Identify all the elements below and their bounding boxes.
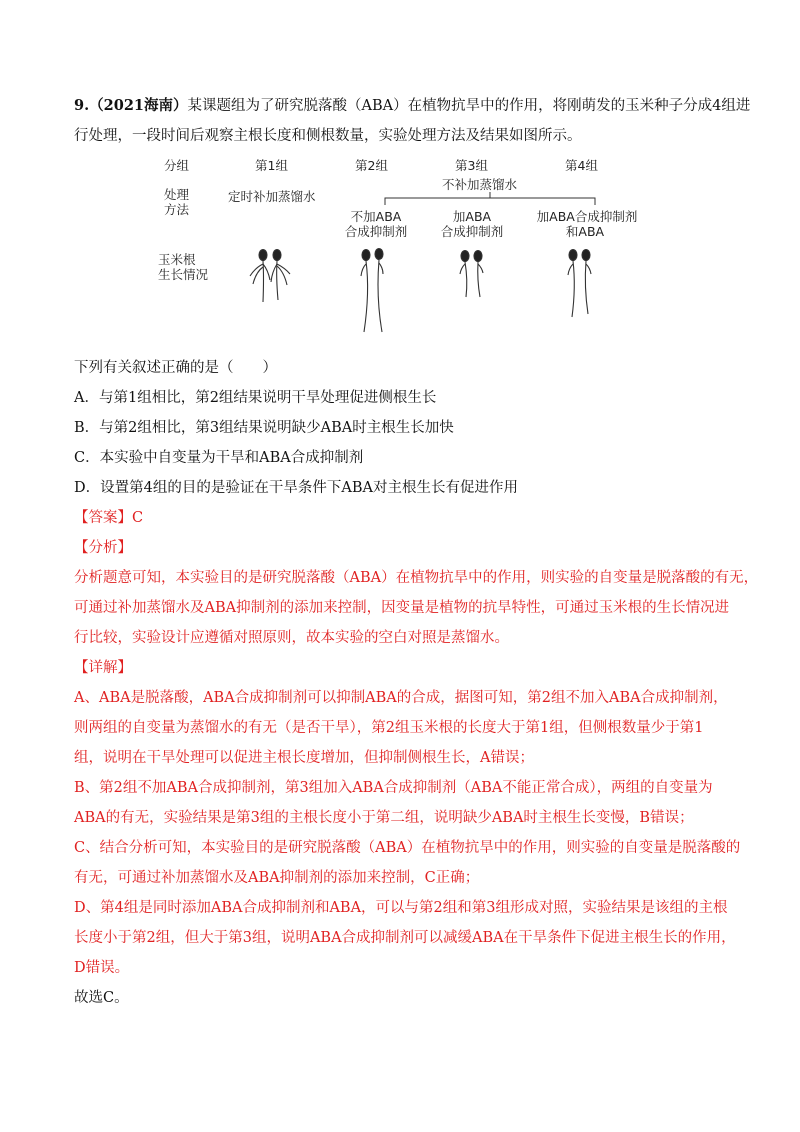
group4-treatment-1: 加ABA合成抑制剂 [536, 209, 638, 224]
question-prompt: 下列有关叙述正确的是（ ） [74, 360, 277, 376]
row-label-treatment-2: 方法 [164, 202, 190, 217]
analysis-line-2: 可通过补加蒸馏水及ABA抑制剂的添加来控制，因变量是植物的抗旱特性，可通过玉米根的生长情况进 [74, 600, 730, 616]
figure-drawing [150, 152, 670, 337]
question-number: 9. [74, 97, 90, 114]
analysis-label: 【分析】 [74, 540, 132, 556]
group4-roots [568, 250, 591, 318]
row-label-root-2: 生长情况 [158, 267, 209, 282]
row-label-root-1: 玉米根 [158, 252, 196, 267]
group1-treatment: 定时补加蒸馏水 [228, 189, 316, 204]
question-stem-line-2: 行处理，一段时间后观察主根长度和侧根数量，实验处理方法及结果如图所示。 [74, 128, 582, 144]
group4-treatment-2: 和ABA [565, 224, 605, 239]
answer-value: C [132, 510, 144, 526]
group2-treatment-1: 不加ABA [350, 209, 402, 224]
option-b: B．与第2组相比，第3组结果说明缺少ABA时主根生长加快 [74, 420, 454, 436]
detail-line-1: A、ABA是脱落酸，ABA合成抑制剂可以抑制ABA的合成，据图可知，第2组不加入ABA合成抑制剂， [74, 690, 728, 706]
group-header-3: 第3组 [455, 158, 488, 173]
answer-label: 【答案】 [74, 510, 132, 526]
detail-label: 【详解】 [74, 660, 132, 676]
question-source: （2021海南） [89, 97, 188, 114]
detail-line-2: 则两组的自变量为蒸馏水的有无（是否干旱），第2组玉米根的长度大于第1组，但侧根数量少于第1 [74, 720, 704, 736]
row-label-group: 分组 [164, 158, 190, 173]
option-c: C．本实验中自变量为干旱和ABA合成抑制剂 [74, 450, 364, 466]
group2-roots [361, 249, 383, 333]
group3-roots [460, 251, 483, 298]
group-header-1: 第1组 [255, 158, 288, 173]
detail-line-5: ABA的有无，实验结果是第3组的主根长度小于第二组，说明缺少ABA时主根生长变慢，B错误； [74, 810, 694, 826]
detail-line-10: D错误。 [74, 960, 130, 976]
no-water-label: 不补加蒸馏水 [442, 177, 518, 192]
answer-line [74, 508, 143, 528]
detail-line-3: 组，说明在干旱处理可以促进主根长度增加，但抑制侧根生长，A错误； [74, 750, 534, 766]
analysis-line-3: 行比较，实验设计应遵循对照原则，故本实验的空白对照是蒸馏水。 [74, 630, 509, 646]
detail-line-4: B、第2组不加ABA合成抑制剂，第3组加入ABA合成抑制剂（ABA不能正常合成），两组的自变量为 [74, 780, 713, 796]
treatment-bracket [385, 192, 595, 205]
experiment-figure [150, 152, 670, 337]
option-a: A．与第1组相比，第2组结果说明干旱处理促进侧根生长 [74, 390, 437, 406]
group1-roots [250, 250, 290, 303]
detail-line-8: D、第4组是同时添加ABA合成抑制剂和ABA，可以与第2组和第3组形成对照，实验结果是该组的主根 [74, 900, 728, 916]
detail-line-6: C、结合分析可知，本实验目的是研究脱落酸（ABA）在植物抗旱中的作用，则实验的自变量是脱落酸的 [74, 840, 741, 856]
group3-treatment-2: 合成抑制剂 [440, 224, 504, 239]
option-d: D．设置第4组的目的是验证在干旱条件下ABA对主根生长有促进作用 [74, 480, 518, 496]
detail-line-9: 长度小于第2组，但大于第3组，说明ABA合成抑制剂可以减缓ABA在干旱条件下促进主根生长的作用， [74, 930, 736, 946]
group-header-2: 第2组 [355, 158, 388, 173]
conclusion: 故选C。 [74, 990, 129, 1006]
row-label-treatment-1: 处理 [164, 187, 190, 202]
question-stem-line-1 [74, 96, 750, 116]
group2-treatment-2: 合成抑制剂 [344, 224, 408, 239]
group3-treatment-1: 加ABA [452, 209, 492, 224]
analysis-line-1: 分析题意可知，本实验目的是研究脱落酸（ABA）在植物抗旱中的作用，则实验的自变量是脱落酸的有无， [74, 570, 759, 586]
detail-line-7: 有无，可通过补加蒸馏水及ABA抑制剂的添加来控制，C正确； [74, 870, 480, 886]
question-stem-text-1: 某课题组为了研究脱落酸（ABA）在植物抗旱中的作用，将刚萌发的玉米种子分成4组进 [187, 98, 751, 114]
group-header-4: 第4组 [565, 158, 598, 173]
